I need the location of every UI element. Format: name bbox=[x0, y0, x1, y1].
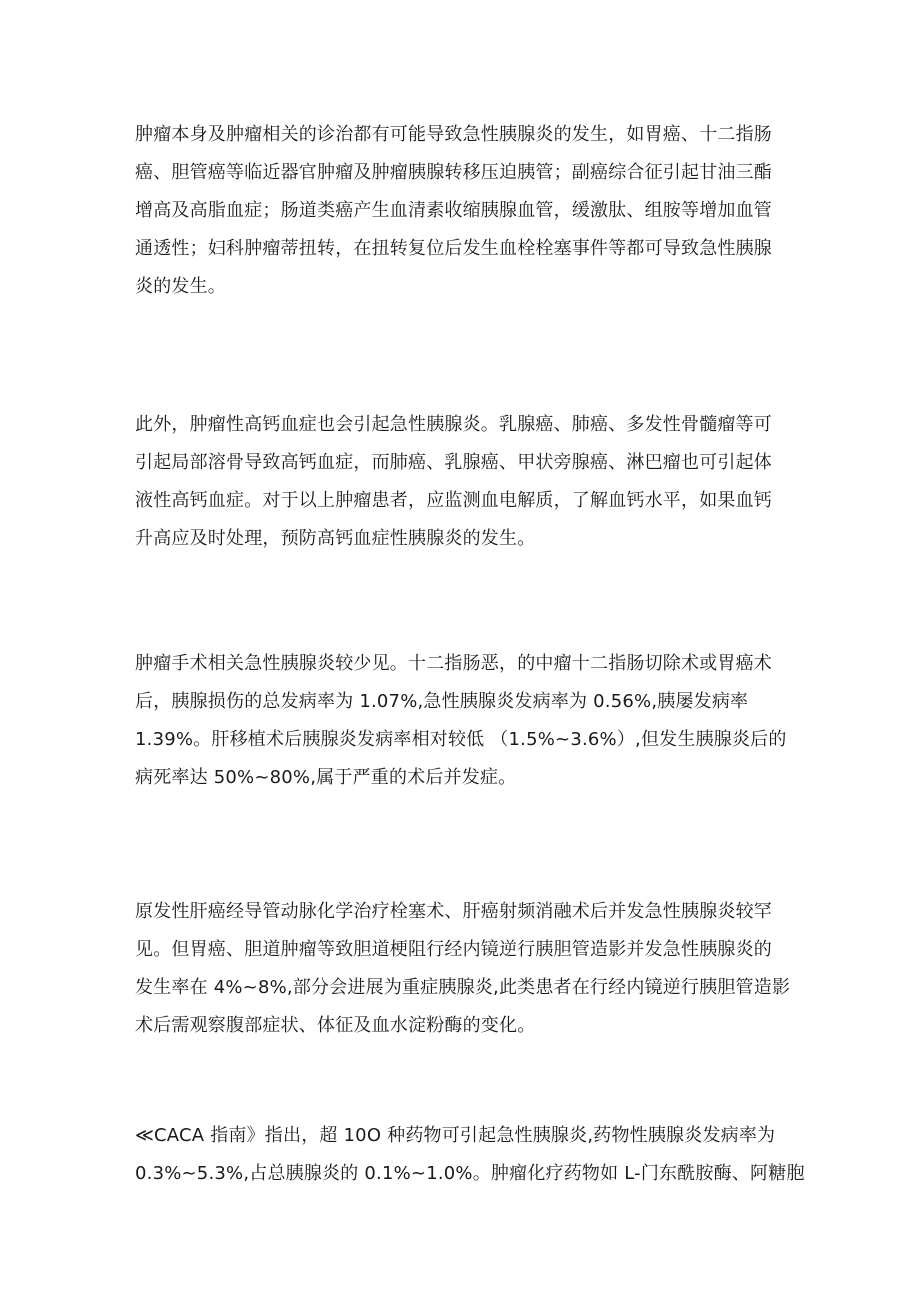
text-line: 肿瘤本身及肿瘤相关的诊治都有可能导致急性胰腺炎的发生，如胃癌、十二指肠 bbox=[135, 124, 772, 145]
text-line: 此外，肿瘤性高钙血症也会引起急性胰腺炎。乳腺癌、肺癌、多发性骨髓瘤等可 bbox=[135, 414, 772, 435]
paragraph-tumor-related-pancreatitis bbox=[135, 116, 795, 306]
text-line: 病死率达 50%~80%,属于严重的术后并发症。 bbox=[135, 767, 517, 788]
text-line: 原发性肝癌经导管动脉化学治疗栓塞术、肝癌射频消融术后并发急性胰腺炎较罕 bbox=[135, 901, 772, 922]
text-line: 炎的发生。 bbox=[135, 276, 226, 297]
paragraph-surgery-related bbox=[135, 645, 795, 797]
text-line: ≪CACA 指南》指出，超 10O 种药物可引起急性胰腺炎,药物性胰腺炎发病率为 bbox=[135, 1125, 776, 1146]
text-line: 见。但胃癌、胆道肿瘤等致胆道梗阻行经内镜逆行胰胆管造影并发急性胰腺炎的 bbox=[135, 939, 772, 960]
text-line: 通透性；妇科肿瘤蒂扭转，在扭转复位后发生血栓栓塞事件等都可导致急性胰腺 bbox=[135, 238, 772, 259]
text-line: 升高应及时处理，预防高钙血症性胰腺炎的发生。 bbox=[135, 528, 536, 549]
text-line: 肿瘤手术相关急性胰腺炎较少见。十二指肠恶，的中瘤十二指肠切除术或胃癌术 bbox=[135, 653, 772, 674]
paragraph-hypercalcemia bbox=[135, 406, 795, 558]
text-line: 液性高钙血症。对于以上肿瘤患者，应监测血电解质，了解血钙水平，如果血钙 bbox=[135, 490, 772, 511]
text-line: 发生率在 4%~8%,部分会进展为重症胰腺炎,此类患者在行经内镜逆行胰胆管造影 bbox=[135, 977, 791, 998]
text-line: 后，胰腺损伤的总发病率为 1.07%,急性胰腺炎发病率为 0.56%,胰屡发病率 bbox=[135, 691, 749, 712]
text-line: 癌、胆管癌等临近器官肿瘤及肿瘤胰腺转移压迫胰管；副癌综合征引起甘油三酯 bbox=[135, 162, 772, 183]
text-line: 增高及高脂血症；肠道类癌产生血清素收缩胰腺血管，缓激肽、组胺等增加血管 bbox=[135, 200, 772, 221]
paragraph-interventional-procedures bbox=[135, 893, 795, 1045]
text-line: 引起局部溶骨导致高钙血症，而肺癌、乳腺癌、甲状旁腺癌、淋巴瘤也可引起体 bbox=[135, 452, 772, 473]
text-line: 0.3%~5.3%,占总胰腺炎的 0.1%~1.0%。肿瘤化疗药物如 L-门东酰胺酶、阿糖胞 bbox=[135, 1163, 805, 1184]
text-line: 1.39%。肝移植术后胰腺炎发病率相对较低 （1.5%~3.6%）,但发生胰腺炎后的 bbox=[135, 729, 787, 750]
text-line: 术后需观察腹部症状、体征及血水淀粉酶的变化。 bbox=[135, 1015, 536, 1036]
paragraph-drug-induced bbox=[135, 1117, 805, 1193]
